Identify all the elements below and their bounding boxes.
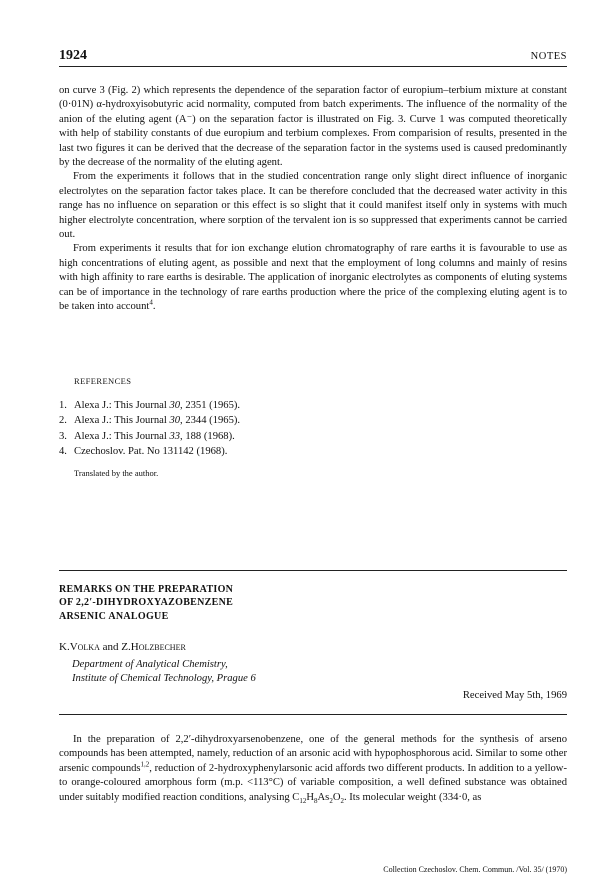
intro-paragraph: In the preparation of 2,2′-dihydroxyarsenobenzene, one of the general methods for the synthesis of arseno compounds has been attempted, namely, reduction of an arsonic acid with hypophosphorous acid. Similar to some other arsenic compounds$^{1,2}$, reduction of 2-hydroxyphenylarsonic acid affords two different products. In addition to a yellow- to orange-coloured amorphous form (m.p. <113°C) of variable composition, a well defined substance was obtained under suitably modified reaction conditions, analysing $C_{12}H_8As_2O_2$. Its molecular weight (334·0, as — [59, 734, 567, 805]
abstract-rule — [59, 714, 567, 715]
article-intro — [59, 733, 567, 805]
running-header — [59, 44, 567, 66]
section-label: NOTES — [530, 51, 567, 62]
reference-item: 1. Alexa J.: This Journal 30, 2351 (1965). — [59, 400, 241, 411]
article-authors: K.Volka and Z.Holzbecher — [59, 641, 186, 653]
header-rule — [59, 66, 567, 67]
article-title: REMARKS ON THE PREPARATION OF 2,2′-DIHYDROXYAZOBENZENE ARSENIC ANALOGUE — [59, 584, 234, 622]
body-text — [59, 84, 567, 315]
reference-list — [59, 398, 240, 460]
references-heading: REFERENCES — [74, 376, 132, 386]
citation-sup: 4 — [149, 298, 153, 307]
paragraph-1: on curve 3 (Fig. 2) which represents the dependence of the separation factor of europium–terbium mixture at constant (0·01N) α-hydroxyisobutyric acid normality, computed from batch experiments. The influence of the normality of the anion of the eluting agent (A⁻) on the separation factor is illustrated on Fig. 3. Curve 1 was computed theoretically with help of stability constants of due europium and terbium complexes. From comparision of results, presented in the last two figures it can be derived that the decrease of the separation factor in the systems used is caused predominantly by the decrease of the normality of the eluting agent. — [59, 85, 567, 169]
paragraph-3: From experiments it results that for ion exchange elution chromatography of rare earths it is favourable to use as high concentrations of eluting agent, as possible and next that the employment of long columns and mainly of resins with high affinity to rare earths is desirable. The application of inorganic electrolytes as components of eluting systems can be of importance in the technology of rare earths production where the price of the complexing eluting agent is to be taken into account$^4$. — [59, 243, 567, 313]
article-separator-rule — [59, 570, 567, 571]
page-footer: Collection Czechoslov. Chem. Commun. /Vol. 35/ (1970) — [383, 865, 567, 874]
translated-note: Translated by the author. — [74, 468, 159, 478]
author-affiliation: Department of Analytical Chemistry, Institute of Chemical Technology, Prague 6 — [72, 659, 256, 685]
reference-item: 3. Alexa J.: This Journal 33, 188 (1968). — [59, 430, 235, 442]
paragraph-2: From the experiments it follows that in the studied concentration range only slight direct influence of inorganic electrolytes on the separation factor takes place. It can be therefore concluded that the decreased water activity in this range has no influence on separation or this effect is so slight that it could manifest itself only in systems with much higher electrolyte concentration, where sorption of the tervalent ion is so suppressed that experiments cannot be carried out. — [59, 171, 567, 241]
received-date: Received May 5th, 1969 — [462, 690, 567, 701]
reference-item: 2. Alexa J.: This Journal 30, 2344 (1965). — [59, 415, 241, 427]
page-number: 1924 — [59, 48, 87, 63]
reference-item: 4. Czechoslov. Pat. No 131142 (1968). — [59, 446, 228, 458]
